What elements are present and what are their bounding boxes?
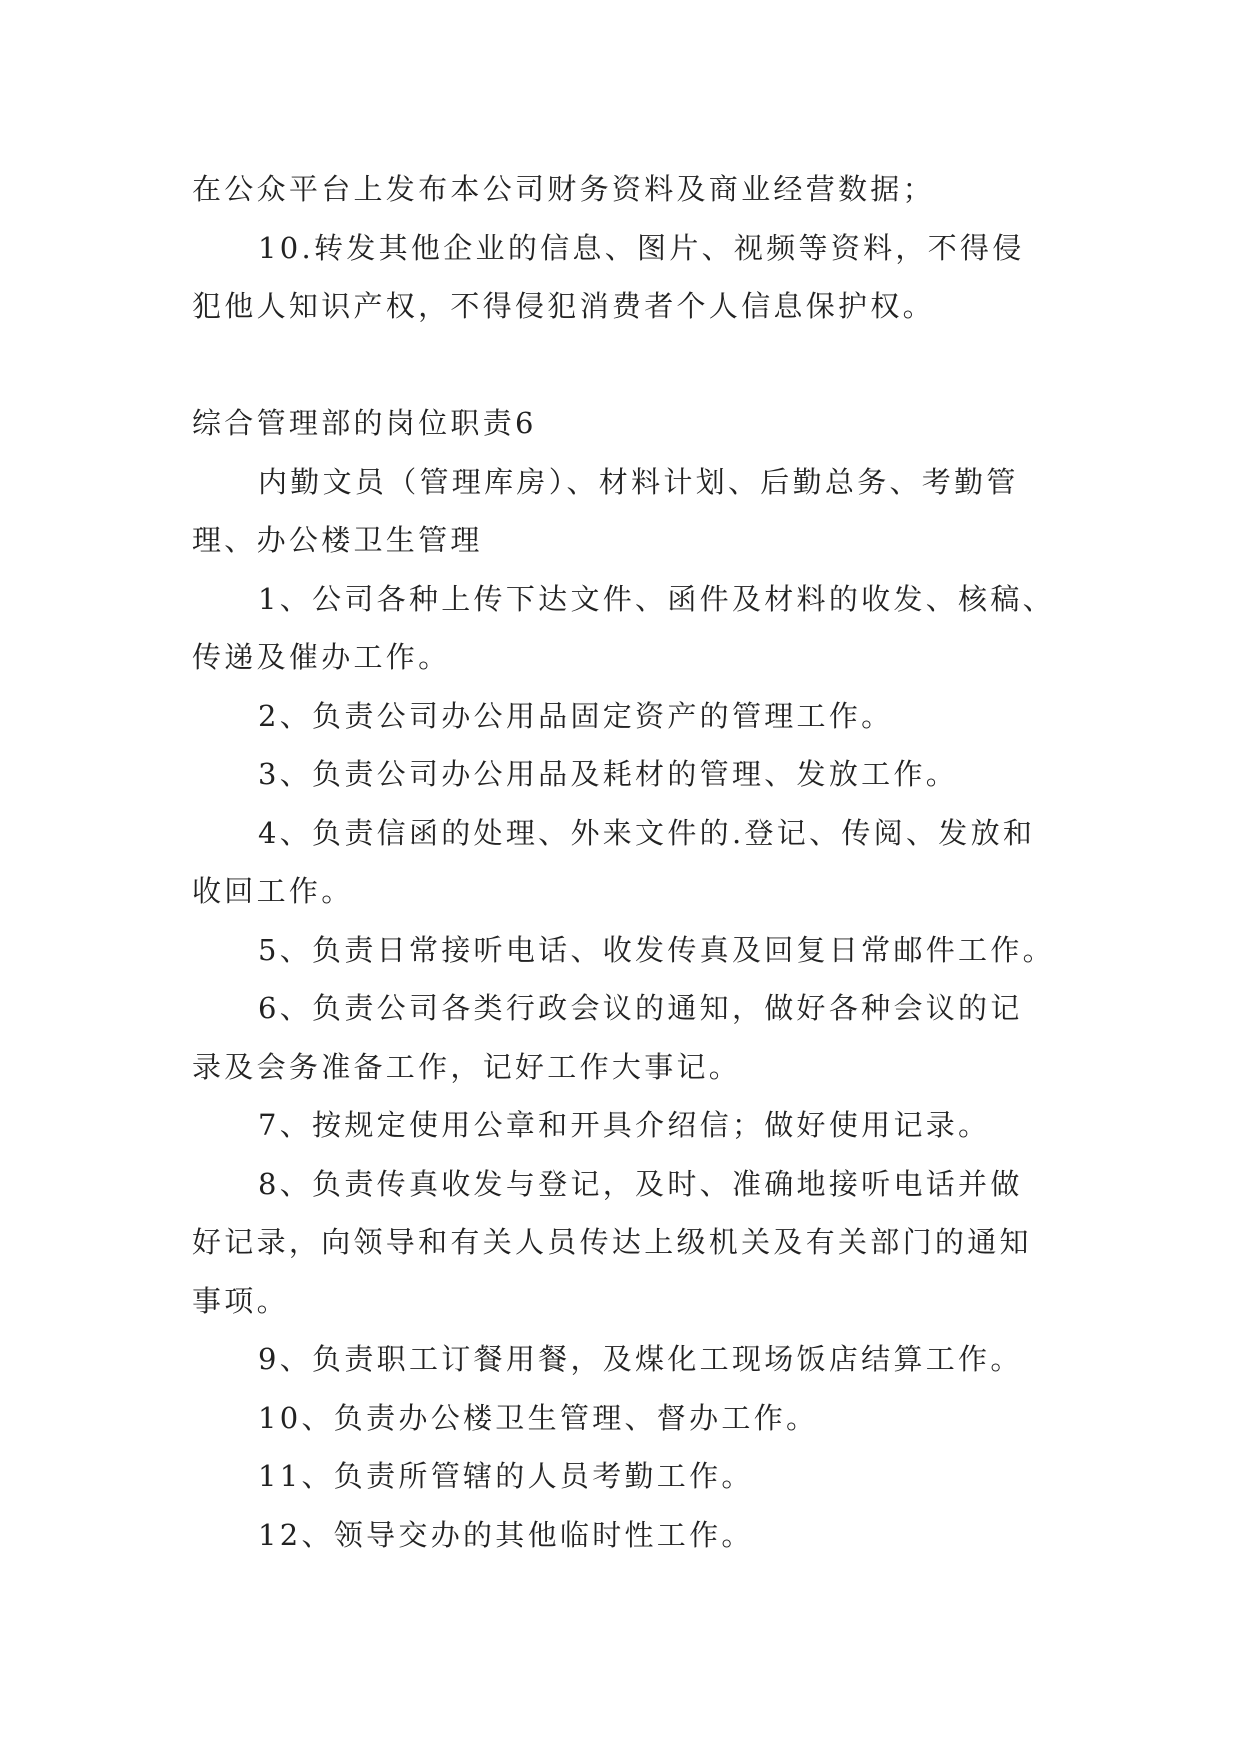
duty-item-1: 1、公司各种上传下达文件、函件及材料的收发、核稿、	[258, 581, 1055, 616]
paragraph-gap	[192, 336, 1072, 395]
duty-item-9: 9、负责职工订餐用餐，及煤化工现场饭店结算工作。	[258, 1342, 1023, 1376]
duty-item-3: 3、负责公司办公用品及耗材的管理、发放工作。	[258, 757, 959, 791]
duty-item-10: 10、负责办公楼卫生管理、督办工作。	[258, 1400, 819, 1435]
duty-item-11: 11、负责所管辖的人员考勤工作。	[258, 1459, 754, 1493]
duty-item-4-cont: 收回工作。	[192, 874, 354, 908]
duty-item-12: 12、领导交办的其他临时性工作。	[258, 1517, 754, 1552]
document-page	[192, 160, 1072, 1564]
duty-item-4: 4、负责信函的处理、外来文件的.登记、传阅、发放和	[258, 815, 1036, 850]
duty-item-8: 8、负责传真收发与登记，及时、准确地接听电话并做	[258, 1166, 1023, 1201]
duty-item-1-cont: 传递及催办工作。	[192, 640, 451, 674]
duty-item-5: 5、负责日常接听电话、收发传真及回复日常邮件工作。	[258, 932, 1055, 967]
role-summary-line: 理、办公楼卫生管理	[192, 523, 483, 557]
duty-item-8-cont: 事项。	[192, 1283, 289, 1318]
duty-item-2: 2、负责公司办公用品固定资产的管理工作。	[258, 698, 894, 733]
duty-item-8-cont: 好记录，向领导和有关人员传达上级机关及有关部门的通知	[192, 1225, 1032, 1259]
paragraph-line: 10.转发其他企业的信息、图片、视频等资料，不得侵	[258, 230, 1025, 265]
role-summary-line: 内勤文员（管理库房）、材料计划、后勤总务、考勤管	[258, 464, 1019, 499]
paragraph-line: 在公众平台上发布本公司财务资料及商业经营数据；	[192, 172, 935, 206]
section-title: 综合管理部的岗位职责6	[192, 406, 537, 440]
duty-item-7: 7、按规定使用公章和开具介绍信；做好使用记录。	[258, 1108, 991, 1142]
paragraph-line: 犯他人知识产权，不得侵犯消费者个人信息保护权。	[192, 289, 935, 323]
duty-item-6-cont: 录及会务准备工作，记好工作大事记。	[192, 1049, 742, 1084]
duty-item-6: 6、负责公司各类行政会议的通知，做好各种会议的记	[258, 991, 1023, 1025]
